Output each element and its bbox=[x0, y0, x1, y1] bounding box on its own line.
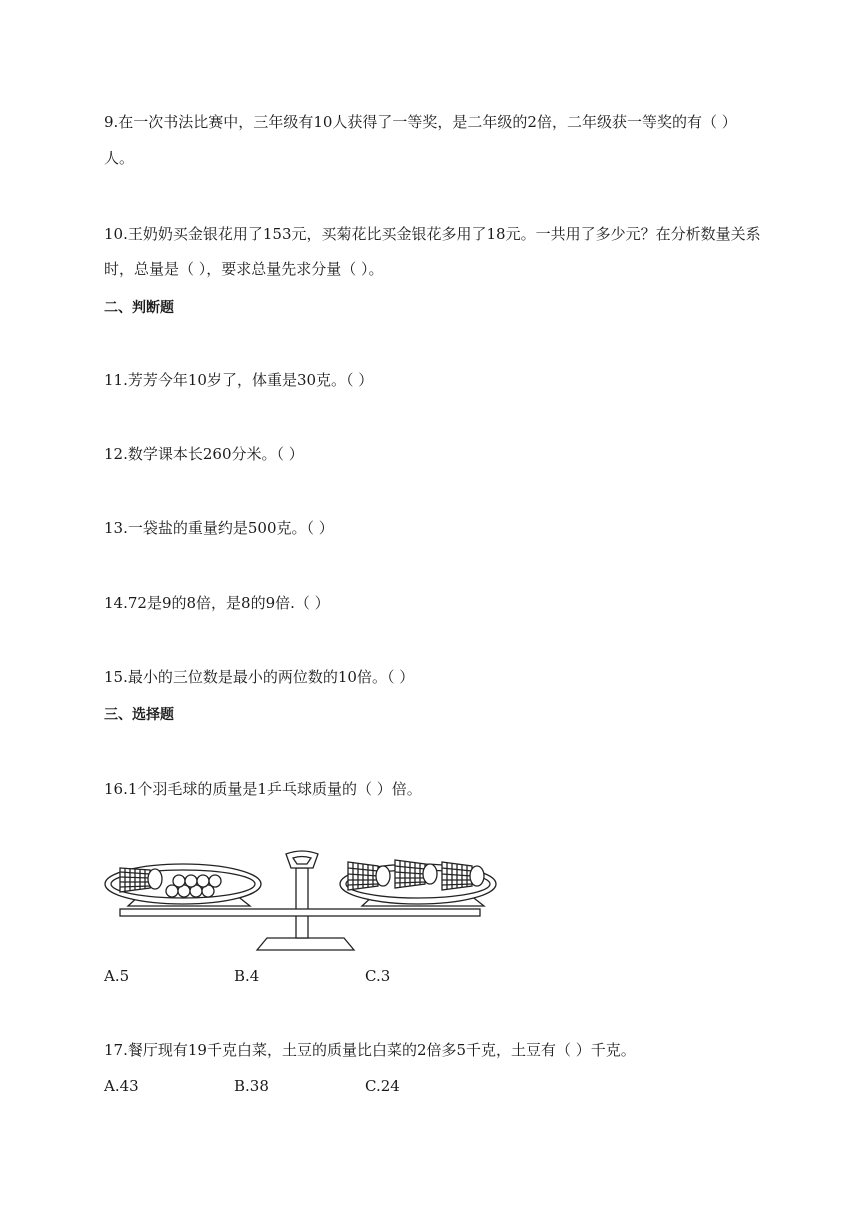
option-16-a: A.5 bbox=[104, 967, 130, 985]
option-16-b: B.4 bbox=[234, 967, 260, 985]
question-13: 13.一袋盐的重量约是500克。（ ） bbox=[104, 519, 334, 537]
option-17-b: B.38 bbox=[234, 1077, 269, 1095]
question-10-line1: 10.王奶奶买金银花用了153元，买菊花比买金银花多用了18元。一共用了多少元？在分析数量关系 bbox=[104, 225, 761, 243]
option-16-c: C.3 bbox=[365, 967, 391, 985]
section-heading-choice: 三、选择题 bbox=[104, 707, 174, 723]
balance-scale-illustration bbox=[100, 846, 500, 954]
section-heading-judgement: 二、判断题 bbox=[104, 300, 174, 316]
question-10-line2: 时，总量是（ ），要求总量先求分量（ ）。 bbox=[104, 260, 384, 278]
question-11: 11.芳芳今年10岁了，体重是30克。（ ） bbox=[104, 371, 374, 389]
option-17-a: A.43 bbox=[104, 1077, 139, 1095]
question-12: 12.数学课本长260分米。（ ） bbox=[104, 445, 304, 463]
question-15: 15.最小的三位数是最小的两位数的10倍。（ ） bbox=[104, 668, 415, 686]
question-14: 14.72是9的8倍，是8的9倍.（ ） bbox=[104, 594, 330, 612]
option-17-c: C.24 bbox=[365, 1077, 400, 1095]
question-9-line1: 9.在一次书法比赛中，三年级有10人获得了一等奖，是二年级的2倍，二年级获一等奖的有（ ） bbox=[104, 113, 737, 131]
question-9-line2: 人。 bbox=[104, 149, 135, 167]
question-16: 16.1个羽毛球的质量是1乒乓球质量的（ ）倍。 bbox=[104, 780, 422, 798]
question-17: 17.餐厅现有19千克白菜，土豆的质量比白菜的2倍多5千克，土豆有（ ）千克。 bbox=[104, 1041, 636, 1059]
